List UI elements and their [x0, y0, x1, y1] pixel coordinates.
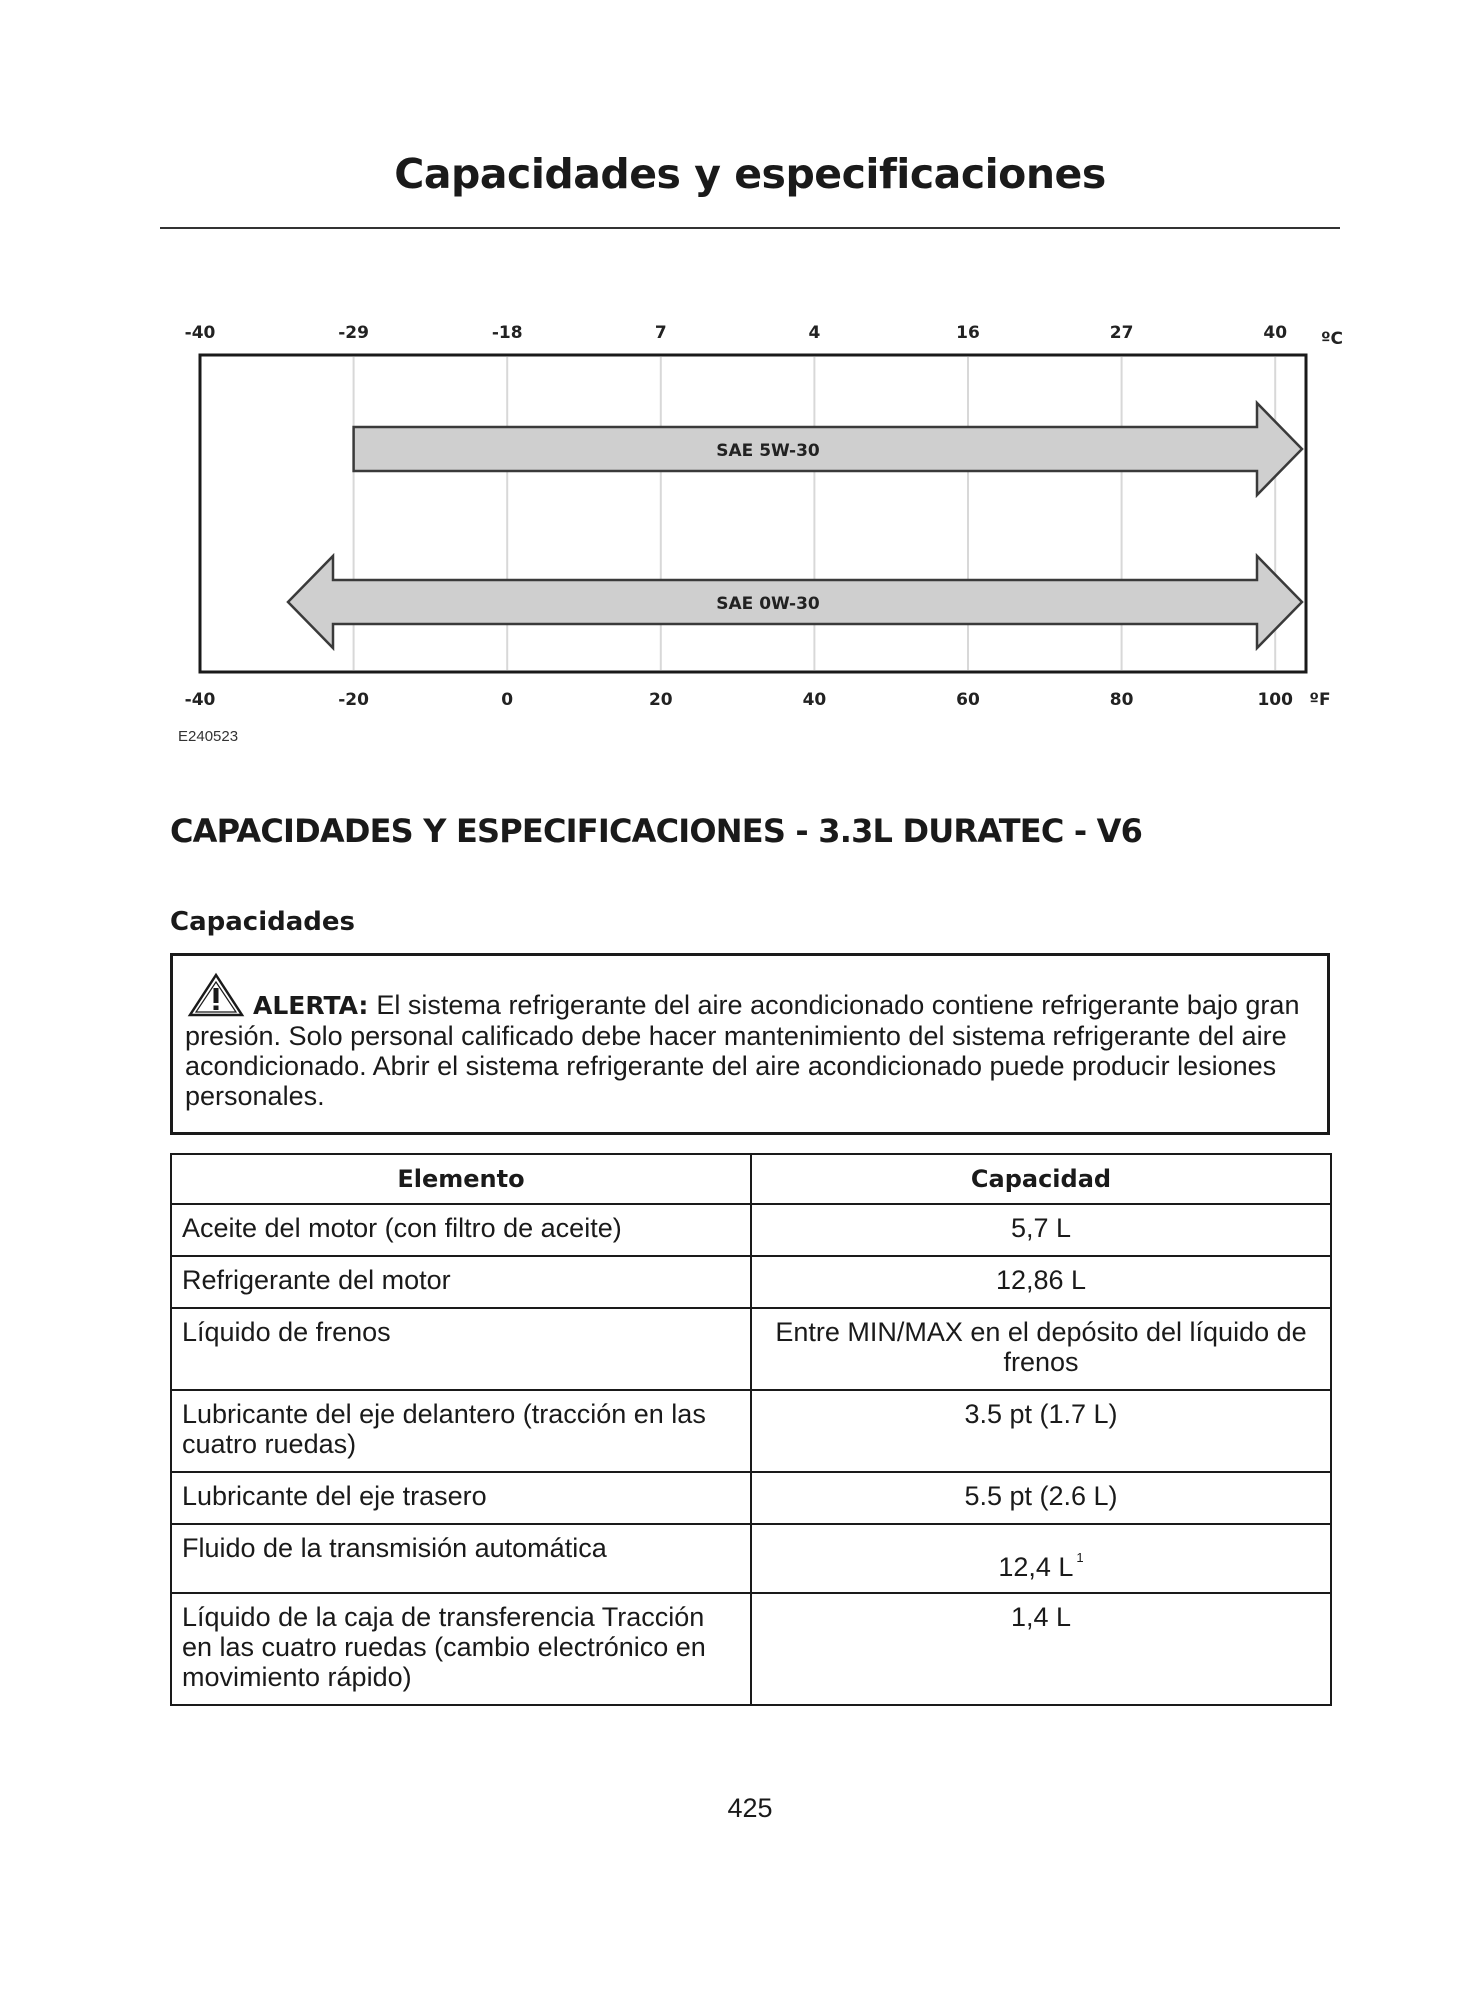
table-row: [171, 1390, 1331, 1472]
table-header-row: [171, 1154, 1331, 1204]
table-row: [171, 1593, 1331, 1705]
table-cell-item: Líquido de frenos: [171, 1308, 751, 1390]
alert-text: El sistema refrigerante del aire acondicionado contiene refrigerante bajo gran presión. Solo personal calificado debe hacer mantenimiento del sistema refrigerante del aire acondicionado. Abrir el sistema refrigerante del aire acondicionado puede producir lesiones personales.: [185, 990, 1300, 1111]
celsius-tick-label: 4: [808, 323, 821, 343]
fahrenheit-tick-label: 20: [648, 690, 673, 710]
subsection-title: Capacidades: [170, 907, 355, 937]
alert-box: [170, 953, 1330, 1135]
section-title: CAPACIDADES Y ESPECIFICACIONES - 3.3L DURATEC - V6: [170, 812, 1143, 850]
table-cell-item: Fluido de la transmisión automática: [171, 1524, 751, 1593]
fahrenheit-tick-label: -40: [184, 690, 216, 710]
capacities-table: [170, 1153, 1332, 1706]
celsius-tick-label: 40: [1263, 323, 1288, 343]
footnote-marker: 1: [1076, 1550, 1084, 1565]
table-cell-item: Líquido de la caja de transferencia Tracción en las cuatro ruedas (cambio electrónico en movimiento rápido): [171, 1593, 751, 1705]
celsius-tick-label: -18: [491, 323, 523, 343]
column-header-element: Elemento: [171, 1154, 751, 1204]
table-cell-item: Refrigerante del motor: [171, 1256, 751, 1308]
warning-triangle-icon: [187, 972, 245, 1018]
viscosity-band-label: SAE 0W-30: [716, 594, 820, 614]
celsius-tick-label: 7: [654, 323, 667, 343]
alert-label: ALERTA:: [253, 991, 369, 1020]
table-cell-item: Lubricante del eje trasero: [171, 1472, 751, 1524]
table-cell-item: Aceite del motor (con filtro de aceite): [171, 1204, 751, 1256]
table-row: [171, 1204, 1331, 1256]
fahrenheit-unit-label: ºF: [1309, 690, 1331, 710]
fahrenheit-tick-label: 80: [1109, 690, 1134, 710]
celsius-tick-label: -29: [338, 323, 369, 343]
celsius-unit-label: ºC: [1320, 329, 1344, 349]
celsius-tick-label: 27: [1109, 323, 1134, 343]
table-row: [171, 1256, 1331, 1308]
viscosity-band-label: SAE 5W-30: [716, 441, 820, 461]
header-divider: [160, 227, 1340, 229]
table-cell-capacity: 3.5 pt (1.7 L): [751, 1390, 1331, 1472]
fahrenheit-tick-label: 0: [501, 690, 514, 710]
table-row: [171, 1524, 1331, 1593]
fahrenheit-tick-label: 40: [802, 690, 827, 710]
table-cell-capacity: 5,7 L: [751, 1204, 1331, 1256]
fahrenheit-tick-label: 100: [1257, 690, 1293, 710]
table-cell-capacity: 5.5 pt (2.6 L): [751, 1472, 1331, 1524]
viscosity-chart-svg: [170, 310, 1350, 760]
celsius-tick-label: -40: [184, 323, 216, 343]
table-cell-capacity: [751, 1524, 1331, 1593]
table-row: [171, 1472, 1331, 1524]
oil-viscosity-chart: [170, 310, 1350, 760]
fahrenheit-tick-label: -20: [338, 690, 369, 710]
capacity-value: 12,4 L: [998, 1552, 1074, 1582]
table-cell-capacity: Entre MIN/MAX en el depósito del líquido de frenos: [751, 1308, 1331, 1390]
chart-image-id: E240523: [178, 728, 239, 745]
table-cell-capacity: 12,86 L: [751, 1256, 1331, 1308]
table-cell-item: Lubricante del eje delantero (tracción en las cuatro ruedas): [171, 1390, 751, 1472]
table-row: [171, 1308, 1331, 1390]
fahrenheit-tick-label: 60: [956, 690, 980, 710]
viscosity-band-arrow: [354, 403, 1302, 495]
page-number: 425: [727, 1793, 773, 1823]
page-header: Capacidades y especificaciones: [394, 150, 1106, 198]
table-cell-capacity: 1,4 L: [751, 1593, 1331, 1705]
column-header-capacity: Capacidad: [751, 1154, 1331, 1204]
celsius-tick-label: 16: [956, 323, 980, 343]
